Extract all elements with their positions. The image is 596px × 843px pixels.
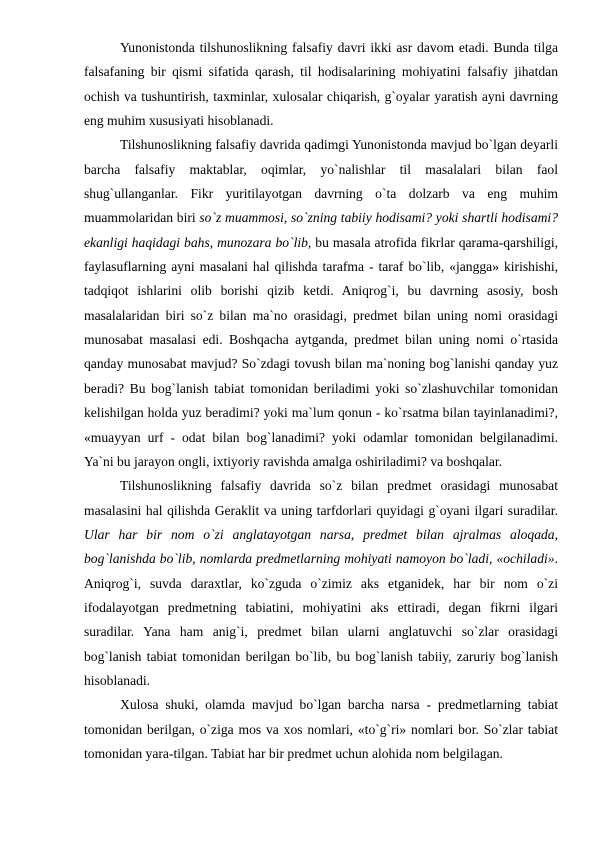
paragraph-3-italic-phrase: Ular har bir nom o`zi anglatayotgan narsa, predmet bilan ajralmas aloqada, bog`lanishda bo`lib, nomlarda predmetlarning mohiyati namoyon bo`ladi, «ochiladi» (84, 526, 558, 567)
paragraph-2-text-a: Tilshunoslikning falsafiy davrida qadimgi Yunonistonda mavjud bo`lgan deyarli barcha falsafiy maktablar, oqimlar, yo`nalishlar til masalalari bilan faol shug`ullanganlar. Fikr yuritilayotgan davrning o`ta dolzarb va eng muhim muammolaridan biri (84, 137, 558, 226)
paragraph-4 (84, 693, 558, 766)
paragraph-3-text-a: Tilshunoslikning falsafiy davrida so`z bilan predmet orasidagi munosabat masalasini hal qilishda Geraklit va uning tarfdorlari quyidagi g`oyani ilgari suradilar. (84, 478, 558, 518)
paragraph-3-text-b: . Aniqrog`i, suvda daraxtlar, ko`zguda o`zimiz aks etganidek, har bir nom o`zi ifodalayotgan predmetning tabiatini, mohiyatini aks ettiradi, degan fikrni ilgari suradilar. Yana ham anig`i, predmet bilan ularni anglatuvchi so`zlar orasidagi bog`lanish tabiat tomonidan berilgan bo`lib, bu bog`lanish tabiiy, zaruriy bog`lanish hisoblanadi. (84, 551, 558, 688)
paragraph-2 (84, 133, 558, 474)
paragraph-1 (84, 36, 558, 133)
paragraph-3 (84, 474, 558, 693)
paragraph-4-text: Xulosa shuki, olamda mavjud bo`lgan barcha narsa - predmetlarning tabiat tomonidan berilgan, o`ziga mos va xos nomlari, «to`g`ri» nomlari bor. So`zlar tabiat tomonidan yara-tilgan. Tabiat har bir predmet uchun alohida nom belgilagan. (84, 697, 558, 761)
paragraph-2-italic-phrase: so`z muammosi, so`zning tabiiy hodisami? yoki shartli hodisami? ekanligi haqidagi bahs, munozara bo`lib (84, 210, 559, 250)
document-page (84, 36, 558, 766)
paragraph-1-text: Yunonistonda tilshunoslikning falsafiy davri ikki asr davom etadi. Bunda tilga falsafaning bir qismi sifatida qarash, til hodisalarining mohiyatini falsafiy jihatdan ochish va tushuntirish, taxminlar, xulosalar chiqarish, g`oyalar yaratish ayni davrning eng muhim xususiyati hisoblanadi. (84, 40, 558, 129)
paragraph-2-text-b: , bu masala atrofida fikrlar qarama-qarshiligi, faylasuflarning ayni masalani hal qilishda tarafma - taraf bo`lib, «jangga» kirishishi, tadqiqot ishlarini olib borishi qizib ketdi. Aniqrog`i, bu davrning asosiy, bosh masalalaridan biri so`z bilan ma`no orasidagi, predmet bilan uning nomi orasidagi munosabat masalasi edi. Boshqacha aytganda, predmet bilan uning nomi o`rtasida qanday munosabat mavjud? So`zdagi tovush bilan ma`noning bog`lanishi qanday yuz beradi? Bu bog`lanish tabiat tomonidan beriladimi yoki so`zlashuvchilar tomonidan kelishilgan holda yuz beradimi? yoki ma`lum qonun - ko`rsatma bilan tayinlanadimi?, «muayyan urf - odat bilan bog`lanadimi? yoki odamlar tomonidan belgilanadimi. Ya`ni bu jarayon ongli, ixtiyoriy ravishda amalga oshiriladimi? va boshqalar. (84, 234, 558, 469)
